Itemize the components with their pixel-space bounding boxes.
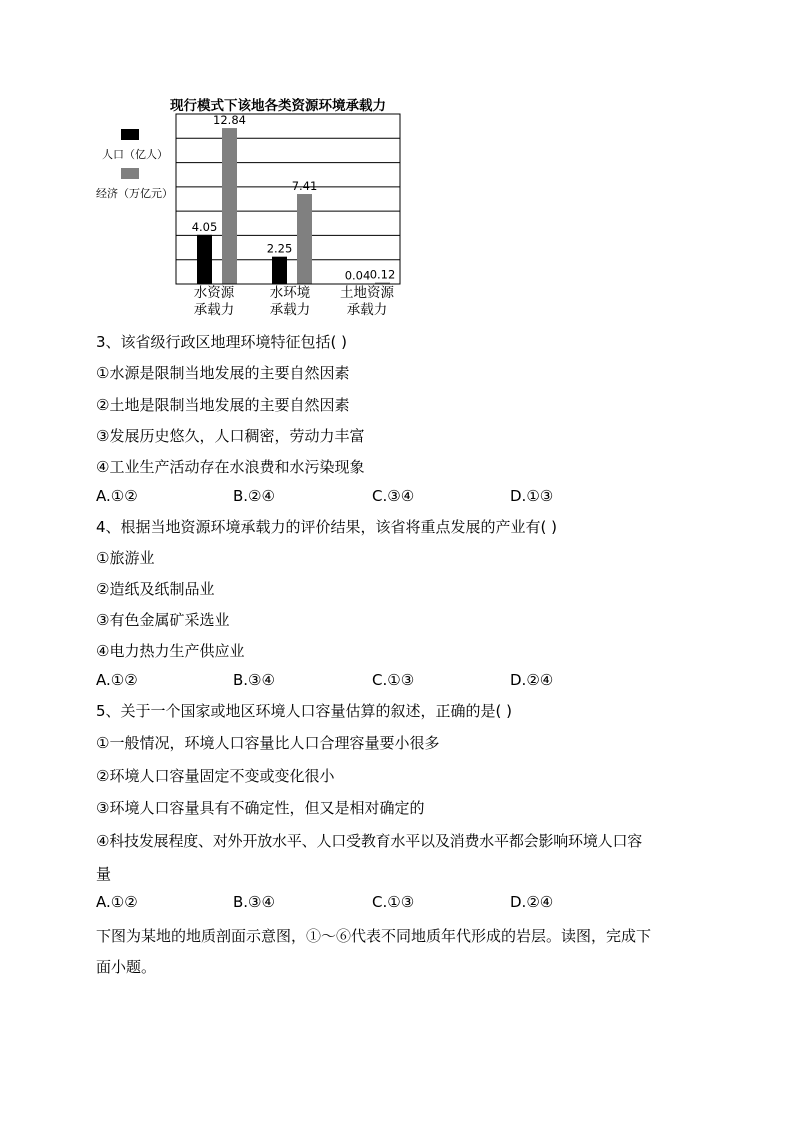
question-4-item-2: ②造纸及纸制品业 xyxy=(96,580,215,598)
data-label-population-water-resource: 4.05 xyxy=(191,219,218,234)
question-3-option-c[interactable]: C.③④ xyxy=(372,487,415,505)
data-label-economy-land-resource: 0.12 xyxy=(369,267,396,282)
data-label-economy-water-resource: 12.84 xyxy=(213,113,246,128)
question-5-item-1: ①一般情况，环境人口容量比人口合理容量要小很多 xyxy=(96,734,440,752)
question-3-item-2: ②土地是限制当地发展的主要自然因素 xyxy=(96,396,350,414)
geologic-section-intro-line-2: 面小题。 xyxy=(96,958,157,976)
data-label-population-water-environment: 2.25 xyxy=(266,241,293,256)
category-label-land-resource: 土地资源 承载力 xyxy=(340,285,394,318)
legend-swatch-economy xyxy=(121,168,139,179)
bar-economy-water-resource xyxy=(222,128,237,284)
question-4-item-4: ④电力热力生产供应业 xyxy=(96,642,245,660)
question-5-option-c[interactable]: C.①③ xyxy=(372,893,415,911)
question-5-item-2: ②环境人口容量固定不变或变化很小 xyxy=(96,767,335,785)
question-3-stem: 3、该省级行政区地理环境特征包括( ) xyxy=(96,333,348,351)
question-4-item-1: ①旅游业 xyxy=(96,549,155,567)
bar-population-water-environment xyxy=(272,257,287,284)
question-4-option-d[interactable]: D.②④ xyxy=(510,671,554,689)
legend-label-population: 人口（亿人） xyxy=(102,148,168,161)
geologic-section-intro-line-1: 下图为某地的地质剖面示意图，①～⑥代表不同地质年代形成的岩层。读图，完成下 xyxy=(96,927,652,945)
data-label-economy-water-environment: 7.41 xyxy=(291,179,318,194)
bar-population-water-resource xyxy=(197,235,212,284)
question-5-stem: 5、关于一个国家或地区环境人口容量估算的叙述，正确的是( ) xyxy=(96,702,513,720)
question-4-option-a[interactable]: A.①② xyxy=(96,671,138,689)
question-5-item-4: ④科技发展程度、对外开放水平、人口受教育水平以及消费水平都会影响环境人口容 xyxy=(96,832,643,850)
question-5-option-d[interactable]: D.②④ xyxy=(510,893,554,911)
question-4-stem: 4、根据当地资源环境承载力的评价结果，该省将重点发展的产业有( ) xyxy=(96,518,558,536)
question-5-item-4-continued: 量 xyxy=(96,865,112,883)
question-3-option-b[interactable]: B.②④ xyxy=(233,487,275,505)
bar-economy-water-environment xyxy=(297,194,312,284)
chart-title: 现行模式下该地各类资源环境承载力 xyxy=(170,98,386,114)
question-3-item-4: ④工业生产活动存在水浪费和水污染现象 xyxy=(96,458,365,476)
question-3-option-a[interactable]: A.①② xyxy=(96,487,138,505)
legend-label-economy: 经济（万亿元） xyxy=(96,187,173,200)
question-4-option-b[interactable]: B.③④ xyxy=(233,671,275,689)
question-5-option-b[interactable]: B.③④ xyxy=(233,893,275,911)
question-3-item-1: ①水源是限制当地发展的主要自然因素 xyxy=(96,364,350,382)
question-4-option-c[interactable]: C.①③ xyxy=(372,671,415,689)
question-5-item-3: ③环境人口容量具有不确定性，但又是相对确定的 xyxy=(96,799,425,817)
question-5-option-a[interactable]: A.①② xyxy=(96,893,138,911)
data-label-population-land-resource: 0.04 xyxy=(344,268,371,283)
category-label-water-resource: 水资源 承载力 xyxy=(193,285,235,318)
resource-carrying-capacity-chart xyxy=(90,92,420,324)
category-label-water-environment: 水环境 承载力 xyxy=(269,285,311,318)
question-4-item-3: ③有色金属矿采选业 xyxy=(96,611,230,629)
question-3-item-3: ③发展历史悠久，人口稠密，劳动力丰富 xyxy=(96,427,365,445)
question-3-option-d[interactable]: D.①③ xyxy=(510,487,554,505)
legend-swatch-population xyxy=(121,129,139,140)
